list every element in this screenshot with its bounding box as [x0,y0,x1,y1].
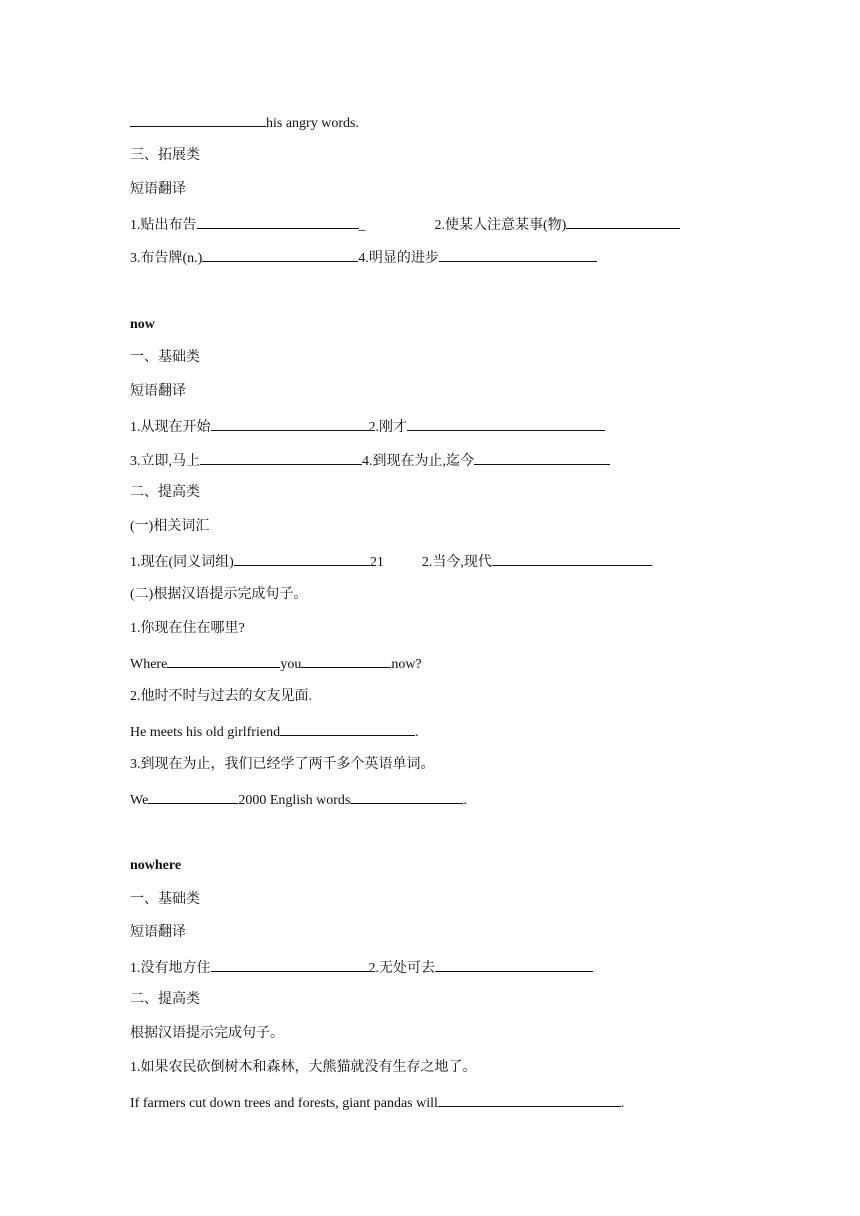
answer-blank [492,552,652,566]
answer-line [130,790,467,810]
answer-blank [350,790,463,804]
answer-blank [211,417,369,431]
answer-blank [234,552,370,566]
text: . [620,1096,625,1111]
prompt: 2.使某人注意某事(物) [434,218,567,233]
subheading: 短语翻译 [130,384,186,399]
text: . [415,725,419,740]
answer-blank [566,215,680,229]
text: his angry words. [266,116,359,131]
exercise-row [130,958,593,978]
text: now? [391,657,422,672]
subheading: (一)相关词汇 [130,519,210,534]
answer-blank [435,958,593,972]
text: He meets his old girlfriend [130,725,281,740]
text: We [130,793,149,808]
prompt: 2.无处可去 [368,961,435,976]
answer-blank [211,958,369,972]
exercise-row [130,248,597,268]
answer-blank [148,790,238,804]
answer-blank [202,248,358,262]
answer-blank [474,451,610,465]
exercise-row [130,215,680,235]
answer-blank [280,722,415,736]
prompt: 1.贴出布告 [130,218,197,233]
section-heading: 二、提高类 [130,992,200,1007]
answer-blank [407,417,605,431]
section-heading: 二、提高类 [130,485,200,500]
prompt: 1.从现在开始 [130,420,211,435]
continuation-line [130,113,359,133]
answer-line [130,1093,624,1113]
question: 1.如果农民砍倒树木和森林，大熊猫就没有生存之地了。 [130,1060,477,1075]
question: 3.到现在为止，我们已经学了两千多个英语单词。 [130,757,435,772]
vocab-word-heading: now [130,317,155,332]
answer-blank [197,215,359,229]
text: 2000 English words [238,793,351,808]
answer-blank [301,654,391,668]
question: 1.你现在住在哪里? [130,621,245,636]
text: you [280,657,302,672]
exercise-row [130,451,610,471]
answer-blank [167,654,280,668]
text: If farmers cut down trees and forests, giant pandas will [130,1096,438,1111]
prompt: 2.当今,现代 [421,555,492,570]
prompt: 1.现在(同义词组) [130,555,234,570]
answer-line [130,654,422,674]
prompt: 3.布告牌(n.) [130,251,203,266]
prompt: 4.到现在为止,迄今 [362,454,474,469]
text: . [463,793,467,808]
section-heading: 三、拓展类 [130,148,200,163]
answer-blank [439,248,597,262]
prompt-suffix: _ [358,218,366,233]
prompt: 1.没有地方住 [130,961,211,976]
exercise-row [130,417,605,437]
question: 2.他时不时与过去的女友见面. [130,689,312,704]
prompt: 2.刚才 [368,420,407,435]
exercise-row [130,552,652,572]
text: Where [130,657,168,672]
stray-number: 21 [369,555,384,570]
answer-blank [438,1093,621,1107]
subheading: 短语翻译 [130,925,186,940]
subheading: (二)根据汉语提示完成句子。 [130,587,308,602]
answer-line [130,722,419,742]
section-heading: 一、基础类 [130,350,200,365]
answer-blank [200,451,362,465]
prompt: 4.明显的进步 [358,251,439,266]
section-heading: 一、基础类 [130,892,200,907]
vocab-word-heading: nowhere [130,858,182,873]
answer-blank [130,113,266,127]
subheading: 根据汉语提示完成句子。 [130,1026,284,1041]
prompt: 3.立即,马上 [130,454,200,469]
subheading: 短语翻译 [130,182,186,197]
